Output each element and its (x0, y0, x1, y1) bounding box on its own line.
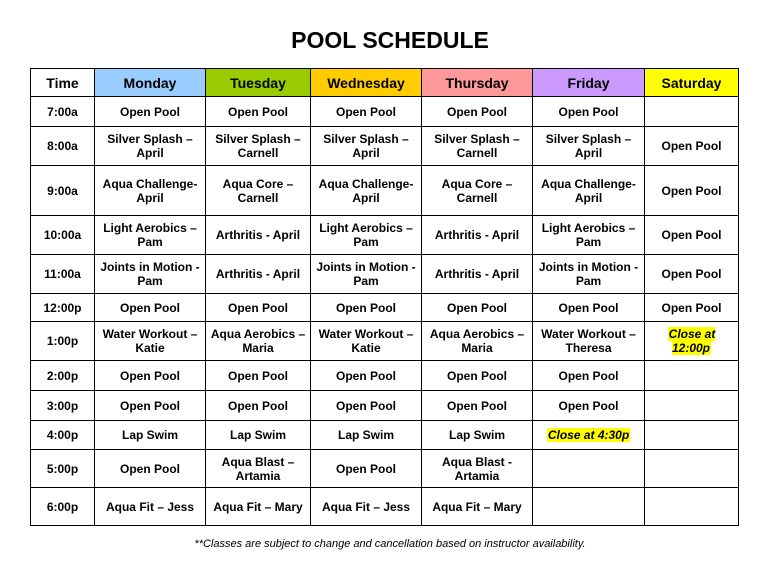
class-cell-saturday: Open Pool (645, 216, 739, 255)
class-cell-monday: Open Pool (95, 294, 206, 322)
class-cell-saturday (645, 391, 739, 421)
class-cell-tuesday: Open Pool (206, 391, 311, 421)
class-cell-thursday: Aqua Aerobics – Maria (422, 322, 533, 361)
header-tuesday: Tuesday (206, 69, 311, 97)
class-cell-tuesday: Aqua Blast – Artamia (206, 450, 311, 488)
class-cell-thursday: Open Pool (422, 294, 533, 322)
class-cell-monday: Aqua Fit – Jess (95, 488, 206, 526)
class-cell-saturday (645, 488, 739, 526)
time-cell: 6:00p (31, 488, 95, 526)
class-cell-friday: Aqua Challenge- April (533, 166, 645, 216)
table-row (31, 391, 739, 421)
class-cell-saturday (645, 450, 739, 488)
table-row (31, 488, 739, 526)
header-wednesday: Wednesday (311, 69, 422, 97)
class-cell-tuesday: Aqua Fit – Mary (206, 488, 311, 526)
class-cell-saturday: Open Pool (645, 127, 739, 166)
time-cell: 5:00p (31, 450, 95, 488)
header-monday: Monday (95, 69, 206, 97)
class-cell-tuesday: Open Pool (206, 361, 311, 391)
class-cell-thursday: Aqua Core – Carnell (422, 166, 533, 216)
class-cell-thursday: Aqua Blast - Artamia (422, 450, 533, 488)
class-cell-wednesday: Silver Splash – April (311, 127, 422, 166)
time-cell: 7:00a (31, 97, 95, 127)
class-cell-friday: Silver Splash – April (533, 127, 645, 166)
table-body (31, 97, 739, 526)
table-row (31, 294, 739, 322)
table-row (31, 97, 739, 127)
table-row (31, 361, 739, 391)
class-cell-monday: Light Aerobics – Pam (95, 216, 206, 255)
class-cell-thursday: Arthritis - April (422, 255, 533, 294)
time-cell: 12:00p (31, 294, 95, 322)
class-cell-friday: Water Workout – Theresa (533, 322, 645, 361)
class-cell-thursday: Open Pool (422, 97, 533, 127)
class-cell-friday (533, 488, 645, 526)
class-cell-thursday: Open Pool (422, 361, 533, 391)
class-cell-tuesday: Aqua Aerobics – Maria (206, 322, 311, 361)
class-cell-monday: Open Pool (95, 391, 206, 421)
class-cell-thursday: Silver Splash – Carnell (422, 127, 533, 166)
class-cell-saturday: Open Pool (645, 255, 739, 294)
class-cell-friday: Open Pool (533, 361, 645, 391)
class-cell-tuesday: Silver Splash – Carnell (206, 127, 311, 166)
page-title: POOL SCHEDULE (291, 27, 489, 53)
class-cell-wednesday: Lap Swim (311, 421, 422, 450)
class-cell-saturday (645, 361, 739, 391)
class-cell-tuesday: Aqua Core – Carnell (206, 166, 311, 216)
class-cell-saturday: Open Pool (645, 294, 739, 322)
header-thursday: Thursday (422, 69, 533, 97)
class-cell-saturday: Open Pool (645, 166, 739, 216)
time-cell: 2:00p (31, 361, 95, 391)
time-cell: 10:00a (31, 216, 95, 255)
class-cell-wednesday: Open Pool (311, 450, 422, 488)
time-cell: 11:00a (31, 255, 95, 294)
class-cell-monday: Open Pool (95, 97, 206, 127)
class-cell-wednesday: Open Pool (311, 97, 422, 127)
class-cell-tuesday: Lap Swim (206, 421, 311, 450)
class-cell-wednesday: Open Pool (311, 391, 422, 421)
time-cell: 4:00p (31, 421, 95, 450)
class-cell-wednesday: Aqua Challenge- April (311, 166, 422, 216)
table-row (31, 450, 739, 488)
class-cell-friday (533, 421, 645, 450)
class-cell-monday: Lap Swim (95, 421, 206, 450)
class-cell-saturday (645, 97, 739, 127)
class-cell-friday: Open Pool (533, 391, 645, 421)
table-row (31, 255, 739, 294)
class-cell-friday: Open Pool (533, 97, 645, 127)
class-cell-monday: Open Pool (95, 450, 206, 488)
class-cell-monday: Open Pool (95, 361, 206, 391)
table-row (31, 166, 739, 216)
class-cell-friday: Open Pool (533, 294, 645, 322)
footnote: **Classes are subject to change and cancellation based on instructor availability. (194, 538, 586, 550)
class-cell-thursday: Open Pool (422, 391, 533, 421)
class-cell-tuesday: Arthritis - April (206, 255, 311, 294)
class-cell-thursday: Arthritis - April (422, 216, 533, 255)
class-cell-monday: Water Workout – Katie (95, 322, 206, 361)
table-row (31, 216, 739, 255)
class-cell-tuesday: Open Pool (206, 294, 311, 322)
class-cell-monday: Aqua Challenge- April (95, 166, 206, 216)
class-cell-monday: Joints in Motion - Pam (95, 255, 206, 294)
class-cell-wednesday: Open Pool (311, 361, 422, 391)
closing-note: Close at 4:30p (547, 428, 630, 442)
header-saturday: Saturday (645, 69, 739, 97)
class-cell-thursday: Aqua Fit – Mary (422, 488, 533, 526)
class-cell-friday (533, 450, 645, 488)
class-cell-saturday (645, 322, 739, 361)
class-cell-wednesday: Aqua Fit – Jess (311, 488, 422, 526)
time-cell: 8:00a (31, 127, 95, 166)
time-cell: 9:00a (31, 166, 95, 216)
class-cell-friday: Light Aerobics – Pam (533, 216, 645, 255)
class-cell-tuesday: Arthritis - April (206, 216, 311, 255)
class-cell-tuesday: Open Pool (206, 97, 311, 127)
class-cell-wednesday: Open Pool (311, 294, 422, 322)
class-cell-thursday: Lap Swim (422, 421, 533, 450)
time-cell: 1:00p (31, 322, 95, 361)
header-row (31, 69, 739, 97)
table-row (31, 322, 739, 361)
class-cell-wednesday: Light Aerobics – Pam (311, 216, 422, 255)
closing-note: Close at 12:00p (668, 327, 716, 355)
class-cell-wednesday: Joints in Motion - Pam (311, 255, 422, 294)
class-cell-monday: Silver Splash – April (95, 127, 206, 166)
header-time: Time (31, 69, 95, 97)
table-row (31, 127, 739, 166)
schedule-table (30, 68, 739, 526)
class-cell-friday: Joints in Motion - Pam (533, 255, 645, 294)
table-row (31, 421, 739, 450)
header-friday: Friday (533, 69, 645, 97)
class-cell-saturday (645, 421, 739, 450)
class-cell-wednesday: Water Workout – Katie (311, 322, 422, 361)
time-cell: 3:00p (31, 391, 95, 421)
